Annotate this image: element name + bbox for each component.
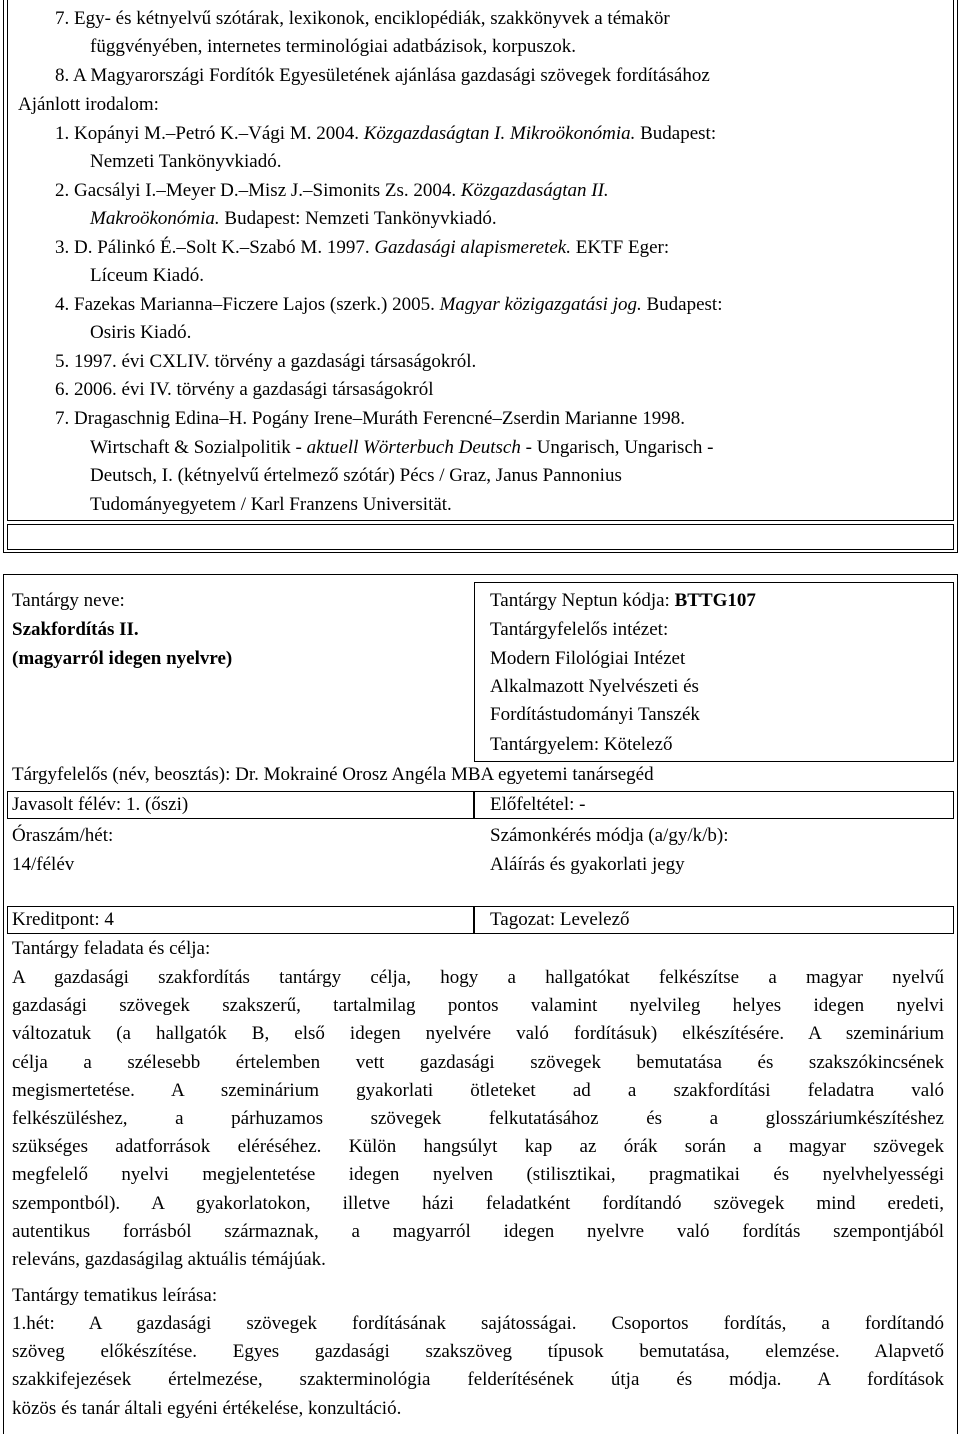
course-name-label: Tantárgy neve: — [12, 590, 125, 611]
course-element: Tantárgyelem: Kötelező — [490, 734, 673, 755]
topic-line: szöveg előkészítése. Egyes gazdasági szakszöveg típusok bemutatása, elemzése. Alapvető — [12, 1341, 944, 1363]
reading-item-4-continued: Osiris Kiadó. — [90, 322, 192, 343]
goal-line: felkészüléshez, a párhuzamos szövegek felkutatásához és a glosszáriumkészítéshez — [12, 1107, 944, 1129]
reading-item-7-line-2: Wirtschaft & Sozialpolitik - aktuell Wörterbuch Deutsch - Ungarisch, Ungarisch - — [90, 437, 714, 458]
topic-line: 1.hét: A gazdasági szövegek fordításának sajátosságai. Csoportos fordítás, a fordítandó — [12, 1313, 944, 1334]
topics-paragraph — [12, 1310, 944, 1423]
topic-line: szakkifejezések értelmezése, szakterminológia felderítésének útja és módja. A fordítások — [12, 1369, 944, 1391]
course-name-value: Szakfordítás II. — [12, 619, 139, 640]
hours-value: 14/félév — [12, 854, 75, 875]
institute-line-1: Modern Filológiai Intézet — [490, 648, 686, 669]
reading-item-1: 1. Kopányi M.–Petró K.–Vági M. 2004. Közgazdaságtan I. Mikroökonómia. Budapest: — [55, 123, 717, 144]
reading-item-5: 5. 1997. évi CXLIV. törvény a gazdasági társaságokról. — [55, 351, 477, 372]
institute-line-3: Fordítástudományi Tanszék — [490, 704, 700, 725]
exam-label: Számonkérés módja (a/gy/k/b): — [490, 825, 729, 846]
reading-item-2-continued: Makroökonómia. Budapest: Nemzeti Tankönyvkiadó. — [90, 208, 497, 229]
goal-label: Tantárgy feladata és célja: — [12, 938, 211, 959]
goal-line: gazdasági szövegek szakszerű, tartalmilag pontos valamint nyelvileg helyes idegen nyelvi — [12, 995, 944, 1017]
list-item-8: 8. A Magyarországi Fordítók Egyesületének ajánlása gazdasági szövegek fordításához — [55, 65, 710, 86]
exam-value: Aláírás és gyakorlati jegy — [490, 854, 685, 875]
reading-item-4: 4. Fazekas Marianna–Ficzere Lajos (szerk.) 2005. Magyar közigazgatási jog. Budapest: — [55, 294, 723, 315]
goal-line: A gazdasági szakfordítás tantárgy célja, hogy a hallgatókat felkészítse a magyar nyelvű — [12, 967, 944, 988]
topic-line: közös és tanár általi egyéni értékelése, konzultáció. — [12, 1397, 402, 1419]
topics-label: Tantárgy tematikus leírása: — [12, 1285, 218, 1306]
list-item-7-continued: függvényében, internetes terminológiai adatbázisok, korpuszok. — [90, 36, 576, 57]
goal-line: szempontból). A gyakorlatokon, illetve házi feladatként fordítandó szövegek mind eredeti, — [12, 1192, 944, 1214]
course-code: Tantárgy Neptun kódja: BTTG107 — [490, 590, 756, 611]
reading-item-1-continued: Nemzeti Tankönyvkiadó. — [90, 151, 282, 172]
prerequisite: Előfeltétel: - — [490, 794, 586, 815]
semester: Javasolt félév: 1. (őszi) — [12, 794, 189, 815]
goal-line: változatuk (a hallgatók B, első idegen nyelvére való fordításuk) elkészítésére. A szeminárium — [12, 1023, 944, 1045]
goal-line: megismertetése. A szeminárium gyakorlati ötleteket ad a szakfordítási feladatra való — [12, 1079, 944, 1101]
reading-item-7: 7. Dragaschnig Edina–H. Pogány Irene–Muráth Ferencné–Zserdin Marianne 1998. — [55, 408, 685, 429]
course-responsible: Tárgyfelelős (név, beosztás): Dr. Mokrainé Orosz Angéla MBA egyetemi tanársegéd — [12, 764, 654, 785]
reading-item-7-line-4: Tudományegyetem / Karl Franzens Universität. — [90, 494, 452, 515]
goal-line: célja a szélesebb értelemben vett gazdasági szövegek bemutatása és szakszókincsének — [12, 1051, 944, 1073]
reading-item-6: 6. 2006. évi IV. törvény a gazdasági társaságokról — [55, 379, 434, 400]
institute-line-2: Alkalmazott Nyelvészeti és — [490, 676, 699, 697]
goal-line: releváns, gazdaságilag aktuális témájúak. — [12, 1248, 326, 1270]
course-name-sub: (magyarról idegen nyelvre) — [12, 648, 233, 669]
hours-label: Óraszám/hét: — [12, 825, 114, 846]
reading-item-3: 3. D. Pálinkó É.–Solt K.–Szabó M. 1997. Gazdasági alapismeretek. EKTF Eger: — [55, 237, 670, 258]
study-mode: Tagozat: Levelező — [490, 909, 630, 930]
reading-heading: Ajánlott irodalom: — [18, 94, 159, 115]
reading-item-2: 2. Gacsályi I.–Meyer D.–Misz J.–Simonits Zs. 2004. Közgazdaságtan II. — [55, 180, 609, 201]
credits: Kreditpont: 4 — [12, 909, 114, 930]
list-item-7: 7. Egy- és kétnyelvű szótárak, lexikonok, enciklopédiák, szakkönyvek a témakör — [55, 8, 670, 29]
reading-item-7-line-3: Deutsch, I. (kétnyelvű értelmező szótár) Pécs / Graz, Janus Pannonius — [90, 465, 622, 486]
goal-line: szükséges adatforrások eléréséhez. Külön hangsúlyt kap az órák során a magyar szövegek — [12, 1136, 944, 1158]
goal-paragraph — [12, 964, 944, 1274]
goal-line: autentikus forrásból származnak, a magyarról idegen nyelvre való fordítás szempontjából — [12, 1220, 944, 1242]
reading-item-3-continued: Líceum Kiadó. — [90, 265, 204, 286]
goal-line: megfelelő nyelvi megjelentetése idegen nyelven (stilisztikai, pragmatikai és nyelvhelyességi — [12, 1164, 944, 1186]
institute-label: Tantárgyfelelős intézet: — [490, 619, 669, 640]
empty-row-cell — [7, 524, 954, 550]
